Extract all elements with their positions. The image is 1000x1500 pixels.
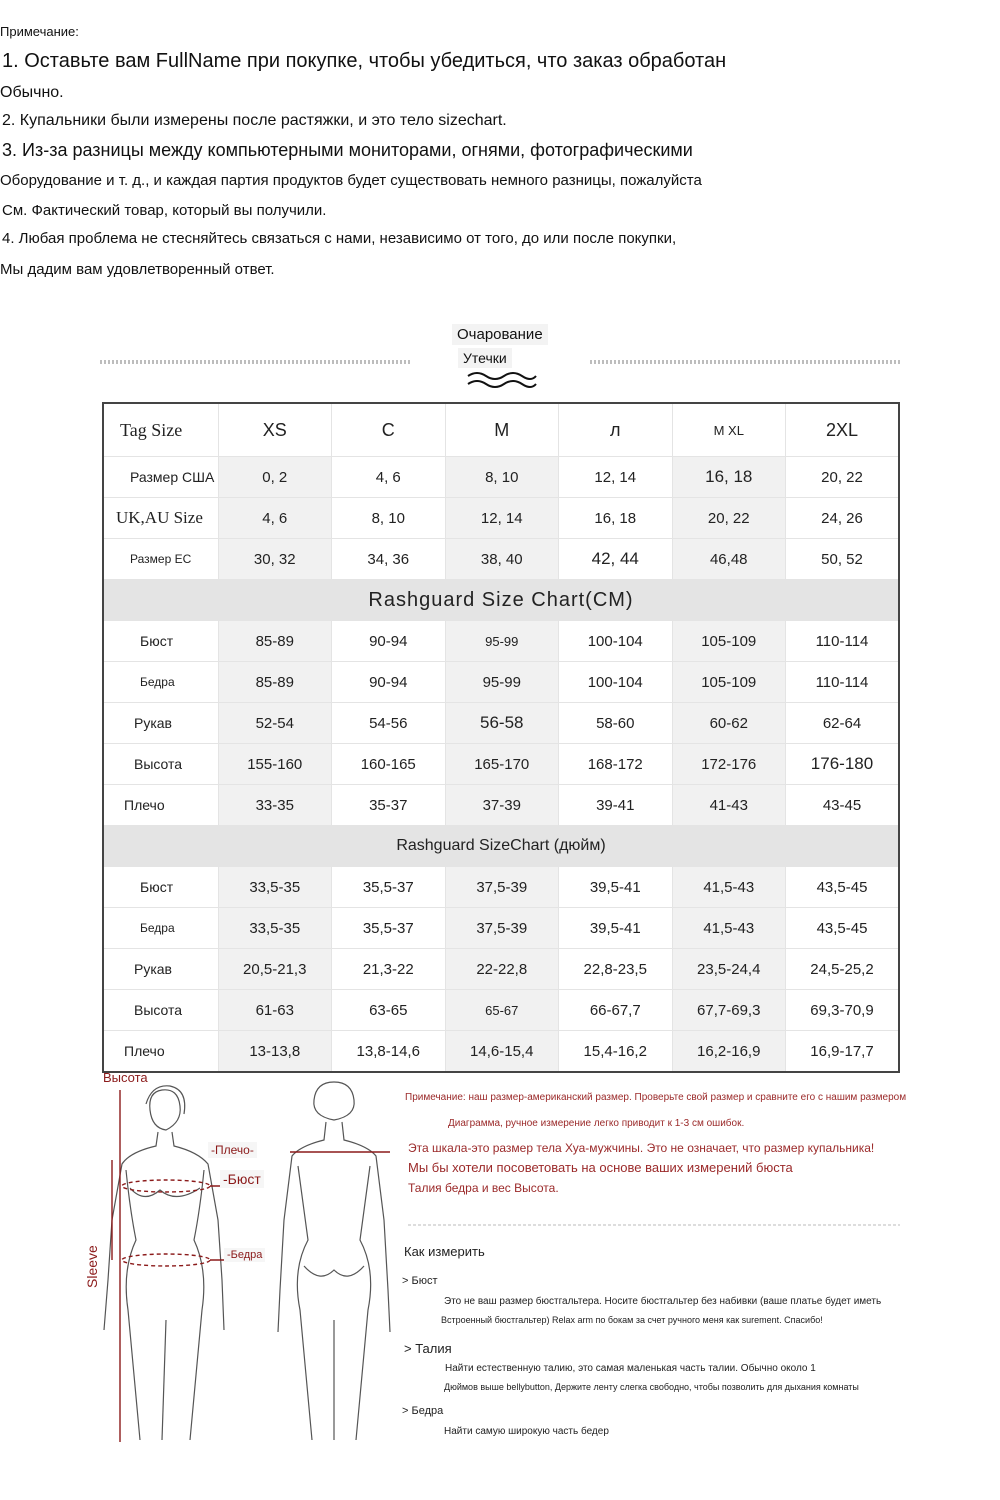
bust-text-2: Встроенный бюстгальтер) Relax arm по бокам за счет ручного меня как surement. Спасибо! (441, 1315, 823, 1325)
table-cell: 23,5-24,4 (672, 949, 786, 990)
row-label: Бюст (103, 621, 218, 662)
height-label: Высота (103, 1070, 148, 1085)
table-cell: 176-180 (786, 744, 900, 785)
row-label: Размер США (103, 457, 218, 498)
note-line-1: 1. Оставьте вам FullName при покупке, чтобы убедиться, что заказ обработан (2, 50, 727, 72)
size-chart-table (102, 402, 900, 1073)
shoulder-label: -Плечо- (208, 1142, 257, 1158)
table-cell: 16,2-16,9 (672, 1031, 786, 1073)
brand-divider-left (100, 360, 410, 364)
table-cell: 52-54 (218, 703, 332, 744)
table-cell: 34, 36 (332, 539, 446, 580)
waist-heading: > Талия (404, 1341, 452, 1356)
table-row (103, 744, 899, 785)
table-cell: 20, 22 (786, 457, 900, 498)
table-cell: 39,5-41 (559, 908, 673, 949)
table-row (103, 785, 899, 826)
how-to-measure-title: Как измерить (404, 1244, 485, 1259)
table-cell: 172-176 (672, 744, 786, 785)
row-label: Плечо (103, 1031, 218, 1073)
table-row (103, 703, 899, 744)
table-cell: 39,5-41 (559, 867, 673, 908)
table-row-uk (103, 498, 899, 539)
table-cell: 62-64 (786, 703, 900, 744)
table-cell: 4, 6 (332, 457, 446, 498)
table-cell: 41,5-43 (672, 867, 786, 908)
table-cell: 35,5-37 (332, 908, 446, 949)
size-header: C (332, 403, 446, 457)
table-cell: 110-114 (786, 662, 900, 703)
table-cell: 12, 14 (559, 457, 673, 498)
brand-header (100, 320, 900, 395)
inch-chart-title: Rashguard SizeChart (дюйм) (103, 826, 899, 867)
table-cell: 110-114 (786, 621, 900, 662)
table-cell: 33,5-35 (218, 867, 332, 908)
table-cell: 85-89 (218, 662, 332, 703)
table-cell: 58-60 (559, 703, 673, 744)
bust-label: -Бюст (220, 1170, 264, 1188)
table-row (103, 990, 899, 1031)
info-divider (408, 1224, 900, 1226)
table-cell: 30, 32 (218, 539, 332, 580)
table-cell: 90-94 (332, 662, 446, 703)
row-label: Высота (103, 744, 218, 785)
table-row (103, 1031, 899, 1073)
table-cell: 56-58 (445, 703, 559, 744)
table-cell: 90-94 (332, 621, 446, 662)
table-cell: 61-63 (218, 990, 332, 1031)
table-cell: 4, 6 (218, 498, 332, 539)
size-header: XS (218, 403, 332, 457)
table-cell: 16, 18 (672, 457, 786, 498)
hips-heading: > Бедра (402, 1405, 444, 1417)
row-label: Размер ЕС (103, 539, 218, 580)
size-header: л (559, 403, 673, 457)
table-cell: 67,7-69,3 (672, 990, 786, 1031)
table-cell: 13-13,8 (218, 1031, 332, 1073)
table-cell: 35-37 (332, 785, 446, 826)
row-label: Бедра (103, 662, 218, 703)
table-row (103, 908, 899, 949)
table-cell: 24, 26 (786, 498, 900, 539)
table-row (103, 867, 899, 908)
table-cell: 168-172 (559, 744, 673, 785)
table-cell: 16, 18 (559, 498, 673, 539)
notes-title: Примечание: (0, 24, 79, 39)
row-label: Плечо (103, 785, 218, 826)
table-cell: 85-89 (218, 621, 332, 662)
table-cell: 41-43 (672, 785, 786, 826)
table-cell: 65-67 (445, 990, 559, 1031)
table-cell: 13,8-14,6 (332, 1031, 446, 1073)
table-cell: 38, 40 (445, 539, 559, 580)
table-cell: 66-67,7 (559, 990, 673, 1031)
note-line-5: Оборудование и т. д., и каждая партия продуктов будет существовать немного разницы, пожалуйста (0, 172, 702, 189)
table-cell: 105-109 (672, 621, 786, 662)
size-header-row (103, 403, 899, 457)
brand-name-top: Очарование (452, 324, 548, 345)
table-cell: 50, 52 (786, 539, 900, 580)
table-cell: 43,5-45 (786, 867, 900, 908)
table-cell: 42, 44 (559, 539, 673, 580)
table-cell: 54-56 (332, 703, 446, 744)
hips-label: -Бедра (224, 1248, 265, 1262)
table-cell: 95-99 (445, 662, 559, 703)
table-row-eu (103, 539, 899, 580)
info-note-1: Примечание: наш размер-американский размер. Проверьте свой размер и сравните его с нашим размером (405, 1092, 907, 1103)
table-cell: 0, 2 (218, 457, 332, 498)
table-cell: 24,5-25,2 (786, 949, 900, 990)
table-cell: 20,5-21,3 (218, 949, 332, 990)
wave-icon (466, 370, 538, 390)
size-header: M XL (672, 403, 786, 457)
waist-text-2: Дюймов выше bellybutton, Держите ленту слегка свободно, чтобы позволить для дыхания комнаты (444, 1382, 859, 1392)
table-cell: 46,48 (672, 539, 786, 580)
table-cell: 43-45 (786, 785, 900, 826)
table-cell: 12, 14 (445, 498, 559, 539)
table-cell: 33,5-35 (218, 908, 332, 949)
row-label: Высота (103, 990, 218, 1031)
waist-text-1: Найти естественную талию, это самая маленькая часть талии. Обычно около 1 (445, 1363, 816, 1374)
table-cell: 63-65 (332, 990, 446, 1031)
table-cell: 155-160 (218, 744, 332, 785)
note-line-2: Обычно. (0, 84, 64, 101)
inch-section-row (103, 826, 899, 867)
table-cell: 37,5-39 (445, 908, 559, 949)
table-cell: 100-104 (559, 662, 673, 703)
table-cell: 95-99 (445, 621, 559, 662)
table-cell: 14,6-15,4 (445, 1031, 559, 1073)
bust-text-1: Это не ваш размер бюстгальтера. Носите бюстгальтер без набивки (ваше платье будет иметь (444, 1296, 882, 1307)
size-header: M (445, 403, 559, 457)
info-note-5: Талия бедра и вес Высота. (408, 1181, 559, 1195)
table-cell: 37-39 (445, 785, 559, 826)
note-line-8: Мы дадим вам удовлетворенный ответ. (0, 261, 275, 278)
row-label: Рукав (103, 703, 218, 744)
table-cell: 160-165 (332, 744, 446, 785)
table-row (103, 621, 899, 662)
table-cell: 20, 22 (672, 498, 786, 539)
row-label: Бюст (103, 867, 218, 908)
table-cell: 37,5-39 (445, 867, 559, 908)
table-row-us (103, 457, 899, 498)
sleeve-label: Sleeve (84, 1245, 100, 1288)
cm-section-row (103, 580, 899, 621)
table-cell: 33-35 (218, 785, 332, 826)
table-row (103, 662, 899, 703)
table-cell: 8, 10 (445, 457, 559, 498)
note-line-6: См. Фактический товар, который вы получили. (2, 202, 327, 219)
table-cell: 15,4-16,2 (559, 1031, 673, 1073)
table-cell: 22,8-23,5 (559, 949, 673, 990)
size-header: 2XL (786, 403, 900, 457)
table-cell: 8, 10 (332, 498, 446, 539)
brand-divider-right (590, 360, 900, 364)
table-cell: 100-104 (559, 621, 673, 662)
row-label: UK,AU Size (103, 498, 218, 539)
note-line-3: 2. Купальники были измерены после растяжки, и это тело sizechart. (2, 112, 507, 129)
row-label: Бедра (103, 908, 218, 949)
table-cell: 165-170 (445, 744, 559, 785)
info-note-2: Диаграмма, ручное измерение легко приводит к 1-3 см ошибок. (448, 1118, 745, 1129)
table-cell: 43,5-45 (786, 908, 900, 949)
measurement-figure (84, 1070, 400, 1450)
info-note-3: Эта шкала-это размер тела Хуа-мужчины. Это не означает, что размер купальника! (408, 1141, 875, 1155)
cm-chart-title: Rashguard Size Chart(CM) (103, 580, 899, 621)
table-cell: 16,9-17,7 (786, 1031, 900, 1073)
table-cell: 21,3-22 (332, 949, 446, 990)
table-row (103, 949, 899, 990)
table-cell: 39-41 (559, 785, 673, 826)
table-cell: 35,5-37 (332, 867, 446, 908)
table-cell: 41,5-43 (672, 908, 786, 949)
info-note-4: Мы бы хотели посоветовать на основе ваших измерений бюста (408, 1160, 793, 1175)
table-cell: 22-22,8 (445, 949, 559, 990)
bust-heading: > Бюст (402, 1275, 438, 1287)
row-label: Рукав (103, 949, 218, 990)
brand-name-bottom: Утечки (458, 348, 512, 368)
table-cell: 105-109 (672, 662, 786, 703)
table-cell: 60-62 (672, 703, 786, 744)
tag-size-label: Tag Size (103, 403, 218, 457)
note-line-4: 3. Из-за разницы между компьютерными мониторами, огнями, фотографическими (2, 140, 693, 160)
hips-text-1: Найти самую широкую часть бедер (444, 1426, 609, 1437)
table-cell: 69,3-70,9 (786, 990, 900, 1031)
note-line-7: 4. Любая проблема не стесняйтесь связаться с нами, независимо от того, до или после покупки, (2, 230, 677, 247)
